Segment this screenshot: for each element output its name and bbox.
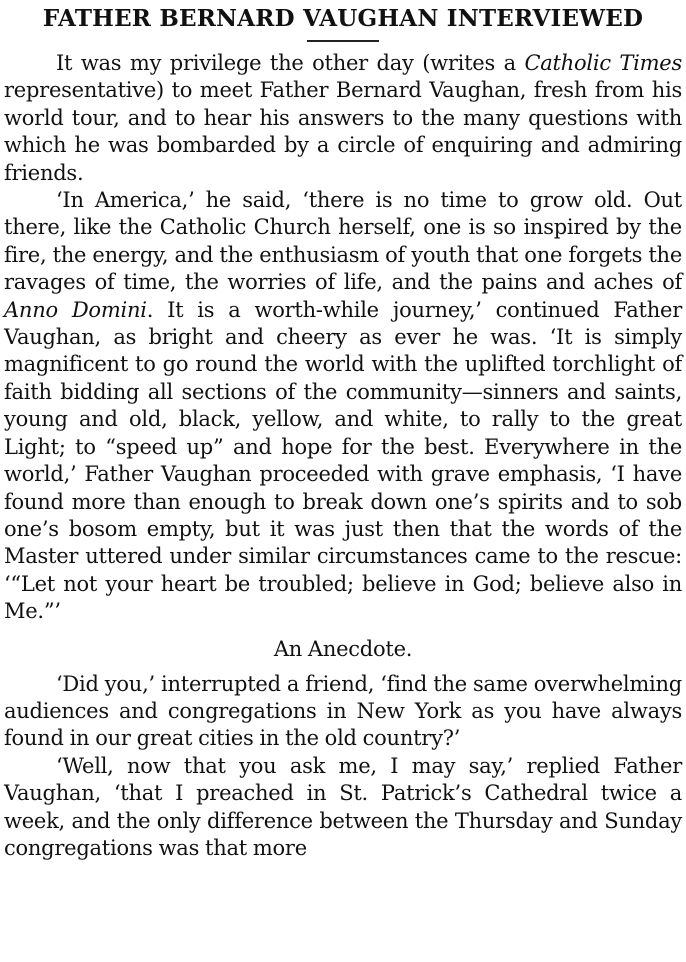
paragraph-america: ‘In America,’ he said, ‘there is no time to grow old. Out there, like the Catholic Church herself, one is so inspired by the fire, the energy, and the enthusiasm of youth that one forgets the ravages of time, the worries of life, and the pains and aches of Anno Domini. It is a worth-while journey,’ continued Father Vaughan, as bright and cheery as ever he was. ‘It is simply magnificent to go round the world with the uplifted torchlight of faith bidding all sections of the community—sinners and saints, young and old, black, yellow, and white, to rally to the great Light; to “speed up” and hope for the best. Everywhere in the world,’ Father Vaughan proceeded with grave emphasis, ‘I have found more than enough to break down one’s spirits and to sob one’s bosom empty, but it was just then that the words of the Master uttered under similar circumstances came to the rescue: ‘“Let not your heart be troubled; believe in God; believe also in Me.”’ (4, 188, 682, 624)
paragraph-question: ‘Did you,’ interrupted a friend, ‘find the same overwhelming audiences and congregations in New York as you have always found in our great cities in the old country?’ (4, 671, 682, 751)
paragraph-reply: ‘Well, now that you ask me, I may say,’ replied Father Vaughan, ‘that I preached in St. Patrick’s Cathedral twice a week, and the only difference between the Thursday and Sunday congregations was that more (4, 753, 682, 860)
article-headline: FATHER BERNARD VAUGHAN INTERVIEWED (42, 5, 644, 32)
paragraph-intro: It was my privilege the other day (writes a Catholic Times representative) to meet Father Bernard Vaughan, fresh from his world tour, and to hear his answers to the many questions with which he was bombarded by a circle of enquiring and admiring friends. (4, 51, 682, 185)
section-subheading: An Anecdote. (273, 636, 413, 661)
headline-rule (307, 40, 379, 42)
article-body (4, 50, 682, 862)
